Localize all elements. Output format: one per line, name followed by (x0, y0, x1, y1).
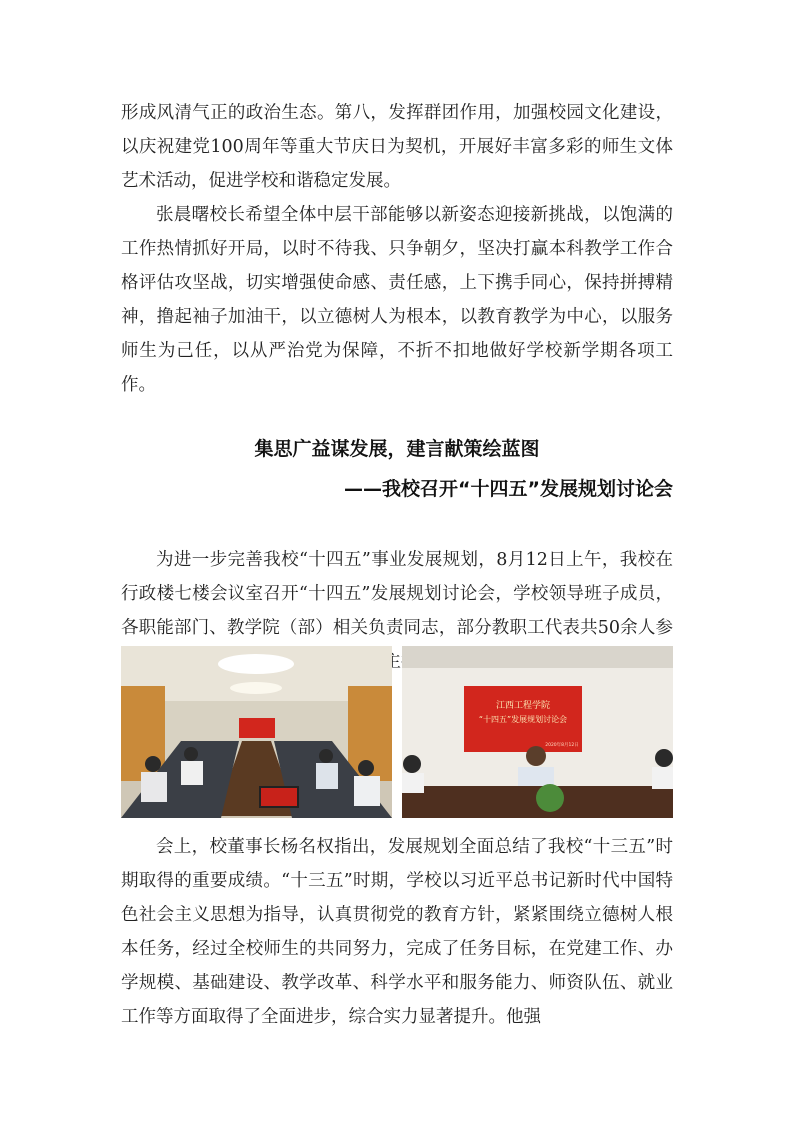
chairman-speaking-photo (402, 646, 673, 818)
meeting-room-photo (121, 646, 392, 818)
article-subtitle: ——我校召开“十四五”发展规划讨论会 (344, 478, 673, 500)
paragraph-chairman-remarks: 会上，校董事长杨名权指出，发展规划全面总结了我校“十三五”时期取得的重要成绩。“十三五”时期，学校以习近平总书记新时代中国特色社会主义思想为指导，认真贯彻党的教育方针，紧紧围绕立德树人根本任务，经过全校师生的共同努力，完成了任务目标，在党建工作、办学规模、基础建设、教学改革、科学水平和服务能力、师资队伍、就业工作等方面取得了全面进步，综合实力显著提升。他强 (121, 837, 673, 1027)
paragraph-president-hope: 张晨曙校长希望全体中层干部能够以新姿态迎接新挑战，以饱满的工作热情抓好开局，以时不待我、只争朝夕，坚决打赢本科教学工作合格评估攻坚战，切实增强使命感、责任感，上下携手同心，保持拼搏精神，撸起袖子加油干，以立德树人为根本，以教育教学为中心，以服务师生为己任，以从严治党为保障，不折不扣地做好学校新学期各项工作。 (121, 205, 673, 395)
paragraph-meeting-intro: 为进一步完善我校“十四五”事业发展规划，8月12日上午，我校在行政楼七楼会议室召开“十四五”发展规划讨论会，学校领导班子成员，各职能部门、教学院（部）相关负责同志，部分教职工代表共50余人参 权主持。 (121, 550, 673, 672)
paragraph-political-ecology: 形成风清气正的政治生态。第八，发挥群团作用，加强校园文化建设，以庆祝建党100周年等重大节庆日为契机，开展好丰富多彩的师生文体艺术活动，促进学校和谐稳定发展。 (121, 103, 673, 191)
article-title: 集思广益谋发展，建言献策绘蓝图 (254, 438, 540, 460)
banner-date: 2020年8月12日 (545, 743, 579, 748)
banner-line1: 江西工程学院 (495, 701, 551, 711)
banner-line2: “十四五”发展规划讨论会 (478, 715, 568, 724)
